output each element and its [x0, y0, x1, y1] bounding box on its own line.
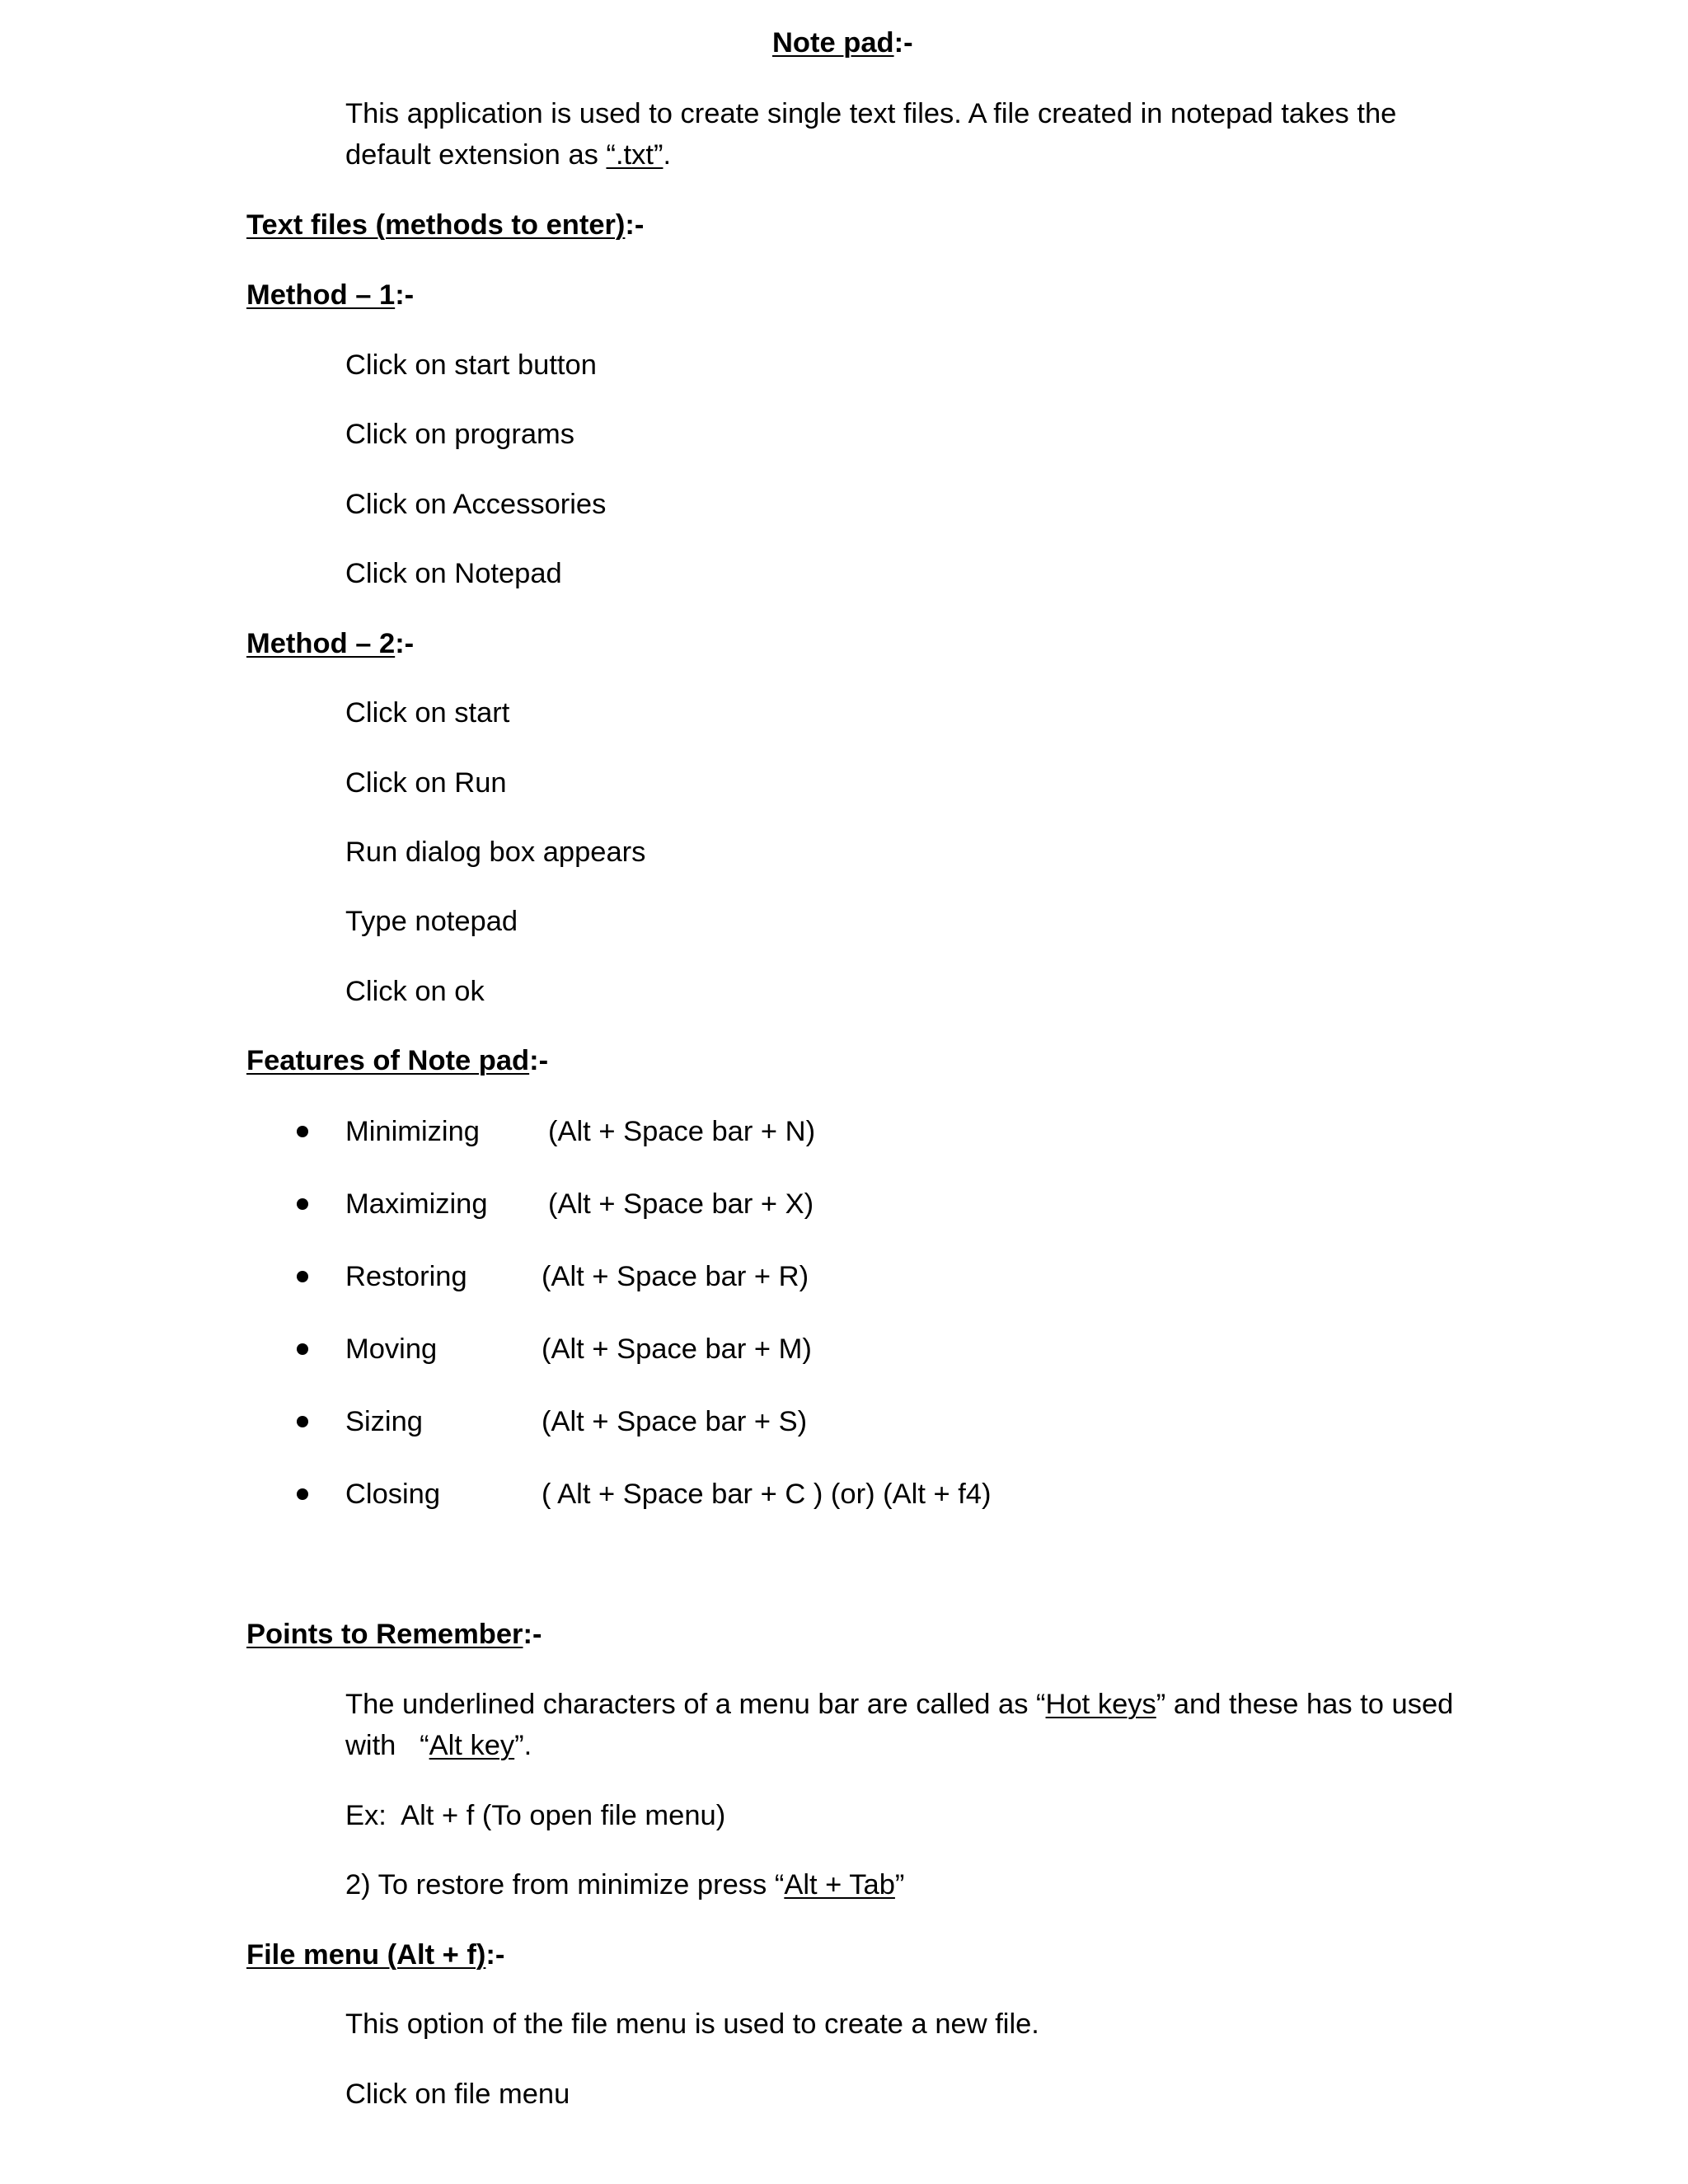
method-2-step: Run dialog box appears — [345, 837, 646, 868]
bullet-icon — [297, 1198, 308, 1210]
points-line-2: with “Alt key”. — [345, 1730, 532, 1761]
bullet-icon — [297, 1343, 308, 1355]
feature-shortcut: (Alt + Space bar + X) — [548, 1188, 814, 1220]
method-1-heading: Method – 1:- — [246, 279, 415, 311]
points-line-1: The underlined characters of a menu bar are called as “Hot keys” and these has to used — [345, 1689, 1454, 1720]
feature-name: Restoring — [345, 1261, 467, 1292]
method-2-step: Type notepad — [345, 906, 518, 937]
bullet-icon — [297, 1488, 308, 1500]
file-menu-heading: File menu (Alt + f):- — [246, 1939, 505, 1971]
features-heading: Features of Note pad:- — [246, 1045, 549, 1076]
intro-line-1: This application is used to create single text files. A file created in notepad takes the — [345, 98, 1397, 129]
method-1-step: Click on programs — [345, 419, 575, 450]
feature-name: Sizing — [345, 1406, 423, 1437]
method-2-heading: Method – 2:- — [246, 628, 415, 659]
file-menu-desc: This option of the file menu is used to create a new file. — [345, 2008, 1039, 2040]
method-2-step: Click on start — [345, 697, 510, 729]
feature-name: Moving — [345, 1333, 438, 1365]
file-menu-step: Click on file menu — [345, 2079, 570, 2110]
intro-line-2: default extension as “.txt”. — [345, 139, 672, 171]
alt-key-term: Alt key — [429, 1730, 515, 1761]
bullet-icon — [297, 1126, 308, 1137]
points-heading: Points to Remember:- — [246, 1619, 542, 1650]
feature-shortcut: (Alt + Space bar + S) — [542, 1406, 808, 1437]
method-1-step: Click on Accessories — [345, 489, 607, 520]
feature-shortcut: ( Alt + Space bar + C ) (or) (Alt + f4) — [542, 1479, 992, 1510]
points-example: Ex: Alt + f (To open file menu) — [345, 1800, 726, 1831]
hot-keys-term: Hot keys — [1045, 1689, 1156, 1720]
feature-shortcut: (Alt + Space bar + N) — [548, 1116, 816, 1147]
page-title: Note pad:- — [772, 27, 913, 59]
method-1-step: Click on Notepad — [345, 558, 562, 589]
feature-shortcut: (Alt + Space bar + M) — [542, 1333, 812, 1365]
feature-name: Minimizing — [345, 1116, 480, 1147]
text-files-heading: Text files (methods to enter):- — [246, 209, 645, 241]
txt-extension: “.txt” — [606, 139, 663, 171]
alt-tab-term: Alt + Tab — [784, 1869, 895, 1900]
feature-shortcut: (Alt + Space bar + R) — [542, 1261, 809, 1292]
method-1-step: Click on start button — [345, 349, 597, 381]
method-2-step: Click on ok — [345, 976, 485, 1007]
bullet-icon — [297, 1271, 308, 1282]
feature-name: Closing — [345, 1479, 441, 1510]
method-2-step: Click on Run — [345, 767, 507, 799]
points-item-2: 2) To restore from minimize press “Alt + Tab” — [345, 1869, 905, 1900]
feature-name: Maximizing — [345, 1188, 488, 1220]
bullet-icon — [297, 1416, 308, 1427]
